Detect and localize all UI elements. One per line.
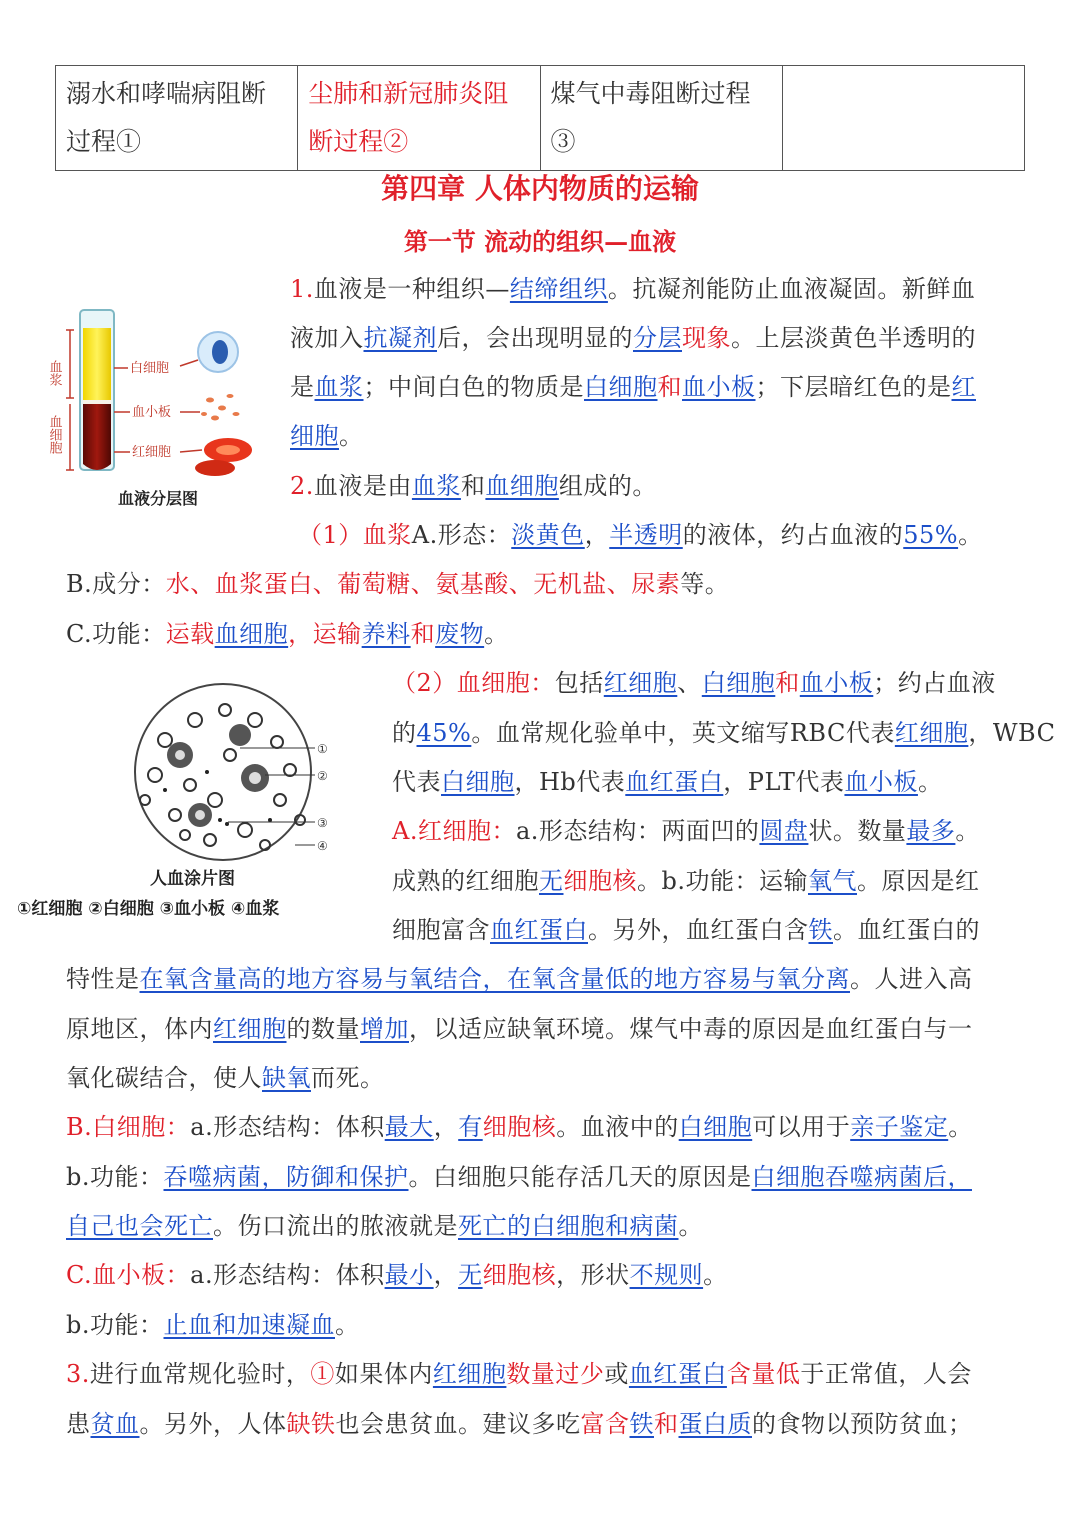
- text-run: 血液是一种组织—: [313, 275, 510, 303]
- text-run: ，: [433, 1113, 459, 1141]
- text-run: ，运输: [288, 620, 362, 648]
- text-run: 。: [339, 422, 364, 450]
- blood-smear-figure: [15, 680, 350, 920]
- text-run: （2）血细胞：: [392, 669, 555, 697]
- text-run: ，WBC: [968, 719, 1056, 747]
- text-run: 废物: [435, 620, 485, 648]
- text-run: 包括: [554, 669, 604, 697]
- text-run: 铁: [629, 1410, 654, 1438]
- text-line-9: [392, 667, 996, 699]
- text-run: 有: [458, 1113, 483, 1141]
- text-run: 2.: [290, 472, 314, 500]
- text-line-16: [66, 1013, 973, 1045]
- text-run: 血小板: [682, 373, 756, 401]
- text-run: 氧化碳结合，使人: [66, 1064, 262, 1092]
- text-run: A.形态：: [411, 521, 512, 549]
- text-run: 。另外，血红蛋白含: [588, 916, 809, 944]
- blood-layer-figure: [40, 300, 280, 515]
- text-run: 也会患贫血。建议多吃: [335, 1410, 581, 1438]
- fig2-caption: 人血涂片图: [150, 869, 235, 889]
- text-run: ；中间白色的物质是: [363, 373, 584, 401]
- table-cell-1: 溺水和哮喘病阻断过程①: [56, 66, 298, 171]
- text-run: 氧气: [808, 867, 857, 895]
- text-run: 。: [484, 620, 509, 648]
- text-run: 。血常规化验单中，英文缩写RBC代表: [471, 719, 895, 747]
- text-run: 铁: [808, 916, 833, 944]
- test-tube-illustration: [40, 300, 280, 515]
- text-run: ，: [433, 1261, 459, 1289]
- text-run: 细胞核: [563, 867, 637, 895]
- text-line-23: [66, 1358, 972, 1390]
- text-run: 自己也会死亡: [66, 1212, 213, 1240]
- fig1-label-rbc: 红细胞: [132, 445, 172, 460]
- text-run: C.功能：: [66, 620, 166, 648]
- text-run: 。另外，人体: [139, 1410, 287, 1438]
- text-line-7: [66, 568, 729, 600]
- text-run: ，形状: [556, 1261, 630, 1289]
- text-run: 细胞核: [482, 1261, 557, 1289]
- table-cell-4: [782, 66, 1024, 171]
- table-cell-3: 煤气中毒阻断过程③: [540, 66, 782, 171]
- text-line-1: [290, 273, 975, 305]
- text-run: 血细胞: [214, 620, 289, 648]
- text-run: 运载: [165, 620, 215, 648]
- text-run: B.白细胞：: [66, 1113, 191, 1141]
- text-run: ①: [310, 1360, 335, 1388]
- text-line-2: [290, 322, 976, 354]
- text-run: 如果体内: [334, 1360, 433, 1388]
- text-run: 养料: [361, 620, 411, 648]
- text-run: 的液体，约占血液的: [682, 521, 904, 549]
- section-title: 第一节 流动的组织—血液: [403, 227, 677, 256]
- text-line-18: [66, 1111, 973, 1143]
- text-run: 。原因是红: [857, 867, 980, 895]
- text-run: C.血小板：: [66, 1261, 191, 1289]
- text-run: 55%: [903, 521, 959, 549]
- text-line-15: [66, 963, 973, 995]
- text-run: 和: [775, 669, 800, 697]
- text-line-20: [66, 1210, 703, 1242]
- text-run: 的食物以预防贫血；: [752, 1410, 973, 1438]
- text-run: 亲子鉴定: [850, 1113, 949, 1141]
- text-run: 白细胞: [441, 768, 515, 796]
- text-line-4: [290, 420, 364, 452]
- text-run: 。上层淡黄色半透明的: [731, 324, 976, 352]
- text-run: 。: [678, 1212, 703, 1240]
- text-run: 抗凝剂: [363, 324, 437, 352]
- text-run: 可以用于: [752, 1113, 851, 1141]
- text-run: 现象: [682, 324, 731, 352]
- text-run: 特性是: [66, 965, 140, 993]
- text-run: A.红细胞：: [392, 817, 516, 845]
- text-run: 无: [458, 1261, 483, 1289]
- text-run: 缺氧: [262, 1064, 311, 1092]
- text-run: 。: [958, 521, 983, 549]
- table-cell-2: 尘肺和新冠肺炎阻断过程②: [298, 66, 540, 171]
- text-run: a.形态结构：体积: [190, 1113, 385, 1141]
- text-run: 红: [951, 373, 976, 401]
- text-run: 。: [948, 1113, 973, 1141]
- text-run: 白细胞: [678, 1113, 753, 1141]
- text-run: 无: [539, 867, 564, 895]
- text-run: 淡黄色: [511, 521, 585, 549]
- text-run: 红细胞: [213, 1015, 287, 1043]
- text-run: 含量低: [726, 1360, 801, 1388]
- text-run: 。: [955, 817, 980, 845]
- text-run: 血红蛋白: [490, 916, 588, 944]
- text-run: 。抗凝剂能防止血液凝固。新鲜血: [607, 275, 976, 303]
- text-run: 在氧含量高的地方容易与氧结合，在氧含量低的地方容易与氧分离: [139, 965, 850, 993]
- text-run: 。: [703, 1261, 728, 1289]
- text-run: 和: [410, 620, 436, 648]
- text-run: 水、血浆蛋白、葡萄糖、氨基酸、无机盐、尿素: [165, 570, 681, 598]
- text-run: 患: [66, 1410, 91, 1438]
- text-run: a.形态结构：两面凹的: [515, 817, 760, 845]
- text-run: 组成的。: [558, 472, 657, 500]
- text-run: 圆盘: [759, 817, 809, 845]
- smear-marker-2: ②: [317, 769, 328, 783]
- platelet-icon: [201, 394, 240, 421]
- text-run: ，以适应缺氧环境。煤气中毒的原因是血红蛋白与一: [409, 1015, 973, 1043]
- smear-marker-4: ④: [317, 839, 328, 853]
- text-run: 1.: [290, 275, 314, 303]
- text-line-12: [392, 815, 980, 847]
- text-run: 富含: [580, 1410, 630, 1438]
- text-run: 血液是由: [313, 472, 412, 500]
- text-run: 代表: [392, 768, 441, 796]
- text-run: 白细胞: [584, 373, 658, 401]
- text-run: 最多: [906, 817, 956, 845]
- text-run: 液加入: [290, 324, 364, 352]
- text-run: 缺铁: [286, 1410, 336, 1438]
- blood-smear-illustration: [15, 680, 350, 865]
- text-run: 3.: [66, 1360, 90, 1388]
- text-run: 增加: [360, 1015, 409, 1043]
- text-line-3: [290, 371, 976, 403]
- text-run: 白细胞吞噬病菌后，: [751, 1163, 972, 1191]
- text-run: 蛋白质: [678, 1410, 752, 1438]
- text-run: 进行血常规化验时，: [89, 1360, 311, 1388]
- text-run: 红细胞: [432, 1360, 507, 1388]
- text-line-10: [392, 717, 1055, 749]
- text-run: 血浆: [411, 472, 461, 500]
- text-run: 最小: [384, 1261, 434, 1289]
- text-run: 。血红蛋白的: [833, 916, 980, 944]
- text-line-5: [290, 470, 657, 502]
- text-run: 数量过少: [506, 1360, 605, 1388]
- text-run: 。: [335, 1311, 360, 1339]
- text-run: 原地区，体内: [66, 1015, 213, 1043]
- text-run: ；下层暗红色的是: [755, 373, 952, 401]
- text-run: 和: [654, 1410, 679, 1438]
- text-run: 细胞富含: [392, 916, 490, 944]
- text-run: 贫血: [90, 1410, 140, 1438]
- text-run: 血红蛋白: [625, 768, 724, 796]
- text-run: （1）血浆: [298, 521, 412, 549]
- text-line-17: [66, 1062, 385, 1094]
- fig1-label-plasma: 血浆: [46, 360, 62, 386]
- text-line-14: [392, 914, 980, 946]
- text-run: 细胞: [290, 422, 339, 450]
- text-run: 后，会出现明显的: [437, 324, 633, 352]
- text-run: 于正常值，人会: [800, 1360, 972, 1388]
- text-run: 结缔组织: [509, 275, 608, 303]
- text-run: b.功能：: [66, 1163, 164, 1191]
- text-run: 血浆: [314, 373, 364, 401]
- text-run: 、: [677, 669, 702, 697]
- text-run: 止血和加速凝血: [163, 1311, 335, 1339]
- text-run: b.功能：: [66, 1311, 164, 1339]
- text-run: 最大: [384, 1113, 434, 1141]
- text-line-21: [66, 1259, 728, 1291]
- text-run: 和: [657, 373, 682, 401]
- text-run: 。白细胞只能存活几天的原因是: [408, 1163, 752, 1191]
- text-run: 半透明: [609, 521, 683, 549]
- text-run: 状。数量: [808, 817, 907, 845]
- text-run: ，PLT代表: [723, 768, 845, 796]
- text-line-24: [66, 1408, 973, 1440]
- text-run: 。血液中的: [556, 1113, 679, 1141]
- fig1-label-wbc: 白细胞: [130, 361, 170, 376]
- text-run: 。: [917, 768, 943, 796]
- text-run: 而死。: [311, 1064, 385, 1092]
- text-run: 血红蛋白: [628, 1360, 727, 1388]
- text-run: 白细胞: [701, 669, 776, 697]
- fig2-legend: ①红细胞 ②白细胞 ③血小板 ④血浆: [17, 899, 280, 919]
- text-run: 45%: [416, 719, 472, 747]
- text-run: 。人进入高: [850, 965, 973, 993]
- text-run: 吞噬病菌，防御和保护: [163, 1163, 409, 1191]
- text-run: 红细胞: [603, 669, 678, 697]
- red-blood-cell-icon: [195, 438, 252, 476]
- text-run: 血小板: [799, 669, 874, 697]
- text-run: ，: [584, 521, 610, 549]
- text-run: 的: [392, 719, 417, 747]
- text-run: 和: [460, 472, 486, 500]
- text-line-19: [66, 1161, 972, 1193]
- text-run: 不规则: [629, 1261, 704, 1289]
- text-line-11: [392, 766, 942, 798]
- text-run: 或: [604, 1360, 629, 1388]
- chapter-title: 第四章 人体内物质的运输: [381, 172, 699, 205]
- text-run: B.成分：: [66, 570, 166, 598]
- text-run: 分层: [633, 324, 682, 352]
- text-run: 成熟的红细胞: [392, 867, 539, 895]
- smear-marker-1: ①: [317, 742, 328, 756]
- text-run: 血细胞: [485, 472, 559, 500]
- fig1-label-plt: 血小板: [132, 405, 172, 420]
- text-line-8: [66, 618, 509, 650]
- text-run: 。伤口流出的脓液就是: [213, 1212, 458, 1240]
- fig1-caption: 血液分层图: [118, 489, 199, 508]
- text-run: 。b.功能：运输: [637, 867, 808, 895]
- text-run: 是: [290, 373, 315, 401]
- smear-marker-3: ③: [317, 816, 328, 830]
- text-run: 的数量: [286, 1015, 360, 1043]
- text-run: ；约占血液: [873, 669, 996, 697]
- text-run: 细胞核: [482, 1113, 557, 1141]
- text-line-22: [66, 1309, 360, 1341]
- text-run: 死亡的白细胞和病菌: [458, 1212, 679, 1240]
- text-run: 血小板: [844, 768, 918, 796]
- text-line-6: [298, 519, 983, 551]
- text-run: 红细胞: [894, 719, 969, 747]
- fig1-label-cells: 血细胞: [46, 415, 62, 454]
- text-run: a.形态结构：体积: [190, 1261, 385, 1289]
- text-run: 等。: [680, 570, 730, 598]
- summary-table: [55, 65, 1025, 171]
- text-line-13: [392, 865, 980, 897]
- text-run: ，Hb代表: [514, 768, 626, 796]
